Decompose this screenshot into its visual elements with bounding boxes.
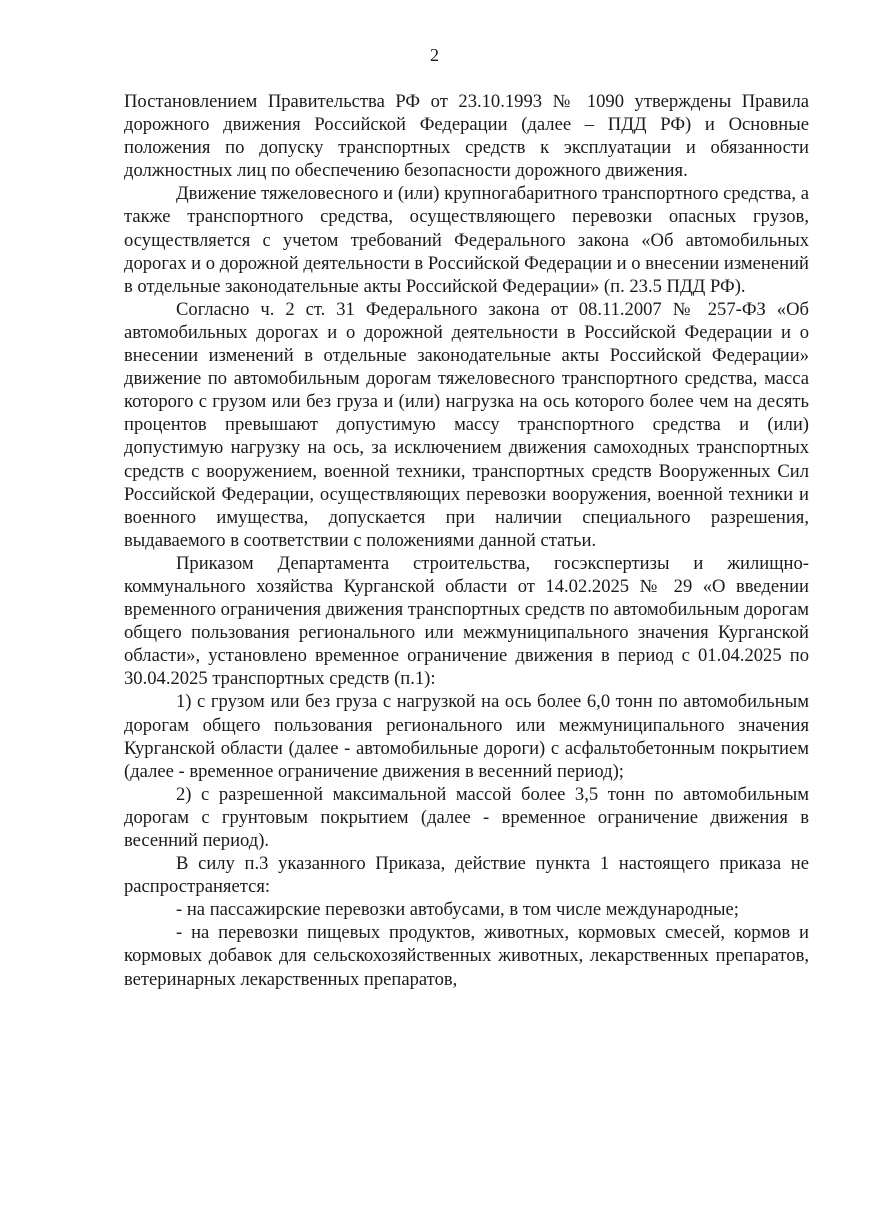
list-item-restriction-1: 1) с грузом или без груза с нагрузкой на ось более 6,0 тонн по автомобильным дорогам общего пользования регионального или межмуниципального значения Курганской области (далее - автомобильные дороги) с асфальтобетонным покрытием (далее - временное ограничение движения в весенний период);: [124, 691, 809, 782]
list-item-restriction-2: 2) с разрешенной максимальной массой более 3,5 тонн по автомобильным дорогам с грунтовым покрытием (далее - временное ограничение движения в весенний период).: [124, 783, 809, 851]
paragraph-order-29: Приказом Департамента строительства, госэкспертизы и жилищно-коммунального хозяйства Курганской области от 14.02.2025 № 29 «О введении временного ограничения движения транспортных средств по автомобильным дорогам общего пользования регионального или межмуниципального значения Курганской области», установлено временное ограничение движения в период с 01.04.2025 по 30.04.2025 транспортных средств (п.1):: [124, 552, 809, 690]
paragraph-exceptions-intro: В силу п.3 указанного Приказа, действие пункта 1 настоящего приказа не распространяется:: [124, 853, 809, 898]
page-number: 2: [430, 45, 439, 65]
paragraph-heavy-vehicle-movement: Движение тяжеловесного и (или) крупногабаритного транспортного средства, а также транспортного средства, осуществляющего перевозки опасных грузов, осуществляется с учетом требований Федерального закона «Об автомобильных дорогах и о дорожной деятельности в Российской Федерации и о внесении изменений в отдельные законодательные акты Российской Федерации» (п. 23.5 ПДД РФ).: [124, 183, 809, 297]
paragraph-pdd-rules: Постановлением Правительства РФ от 23.10.1993 № 1090 утверждены Правила дорожного движения Российской Федерации (далее – ПДД РФ) и Основные положения по допуску транспортных средств к эксплуатации и обязанности должностных лиц по обеспечению безопасности дорожного движения.: [124, 91, 809, 182]
document-body: [124, 90, 809, 991]
list-item-exception-food: - на перевозки пищевых продуктов, животных, кормовых смесей, кормов и кормовых добавок для сельскохозяйственных животных, лекарственных препаратов, ветеринарных лекарственных препаратов,: [124, 922, 809, 990]
paragraph-federal-law-257: Согласно ч. 2 ст. 31 Федерального закона от 08.11.2007 № 257-ФЗ «Об автомобильных дорогах и о дорожной деятельности в Российской Федерации и о внесении изменений в отдельные законодательные акты Российской Федерации» движение по автомобильным дорогам тяжеловесного транспортного средства, масса которого с грузом или без груза и (или) нагрузка на ось которого более чем на десять процентов превышают допустимую массу транспортного средства и (или) допустимую нагрузку на ось, за исключением движения самоходных транспортных средств с вооружением, военной техники, транспортных средств Вооруженных Сил Российской Федерации, осуществляющих перевозки вооружения, военной техники и военного имущества, допускается при наличии специального разрешения, выдаваемого в соответствии с положениями данной статьи.: [124, 298, 809, 551]
list-item-exception-buses: - на пассажирские перевозки автобусами, в том числе международные;: [176, 899, 739, 921]
